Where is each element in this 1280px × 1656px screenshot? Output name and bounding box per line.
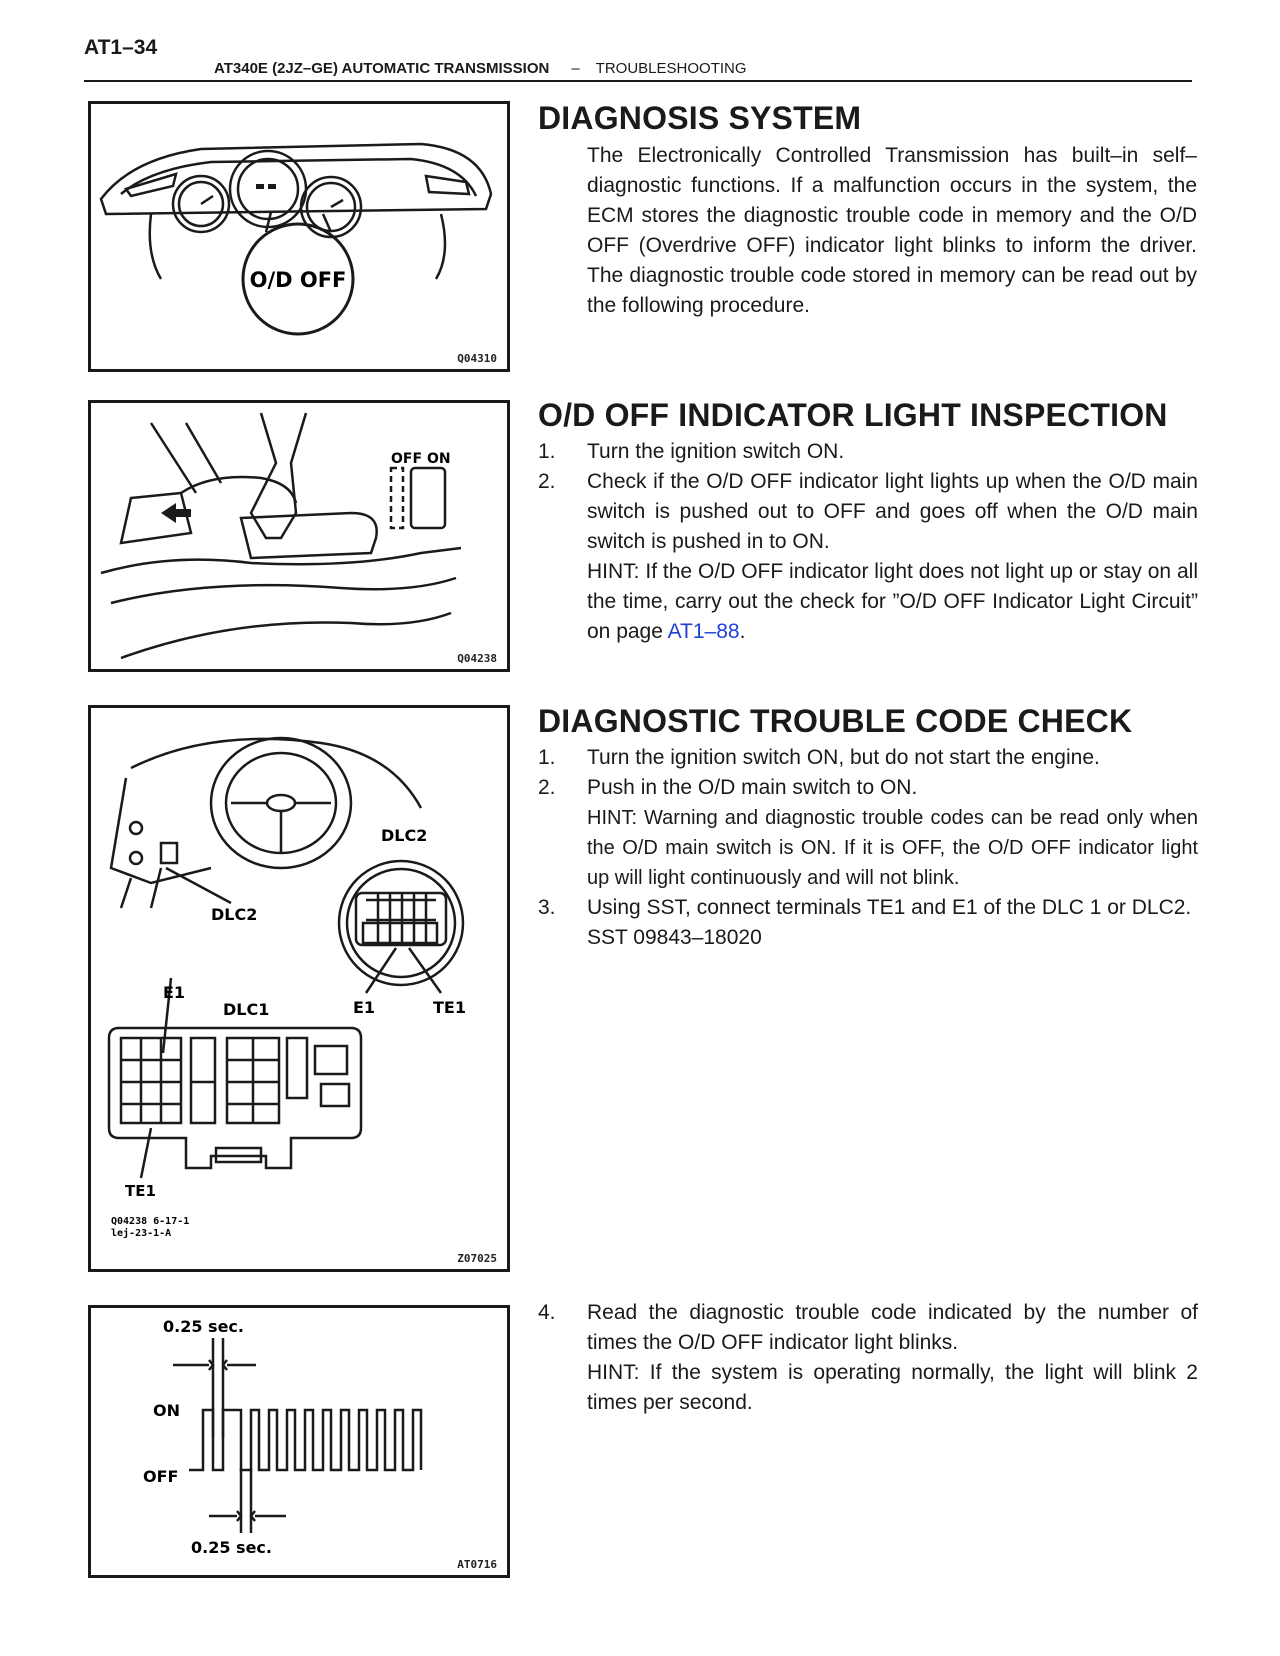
hint-end: . [739, 620, 746, 643]
step-number: 1. [538, 746, 556, 769]
e1-left-label: E1 [163, 983, 186, 1002]
sst-number: SST 09843–18020 [587, 926, 762, 949]
e1-label: E1 [353, 998, 376, 1017]
shifter-figure [88, 400, 510, 672]
blink-timing-illustration [91, 1308, 507, 1575]
reference-code-2: lej-23-1-A [111, 1228, 172, 1239]
dtc-steps [538, 743, 1198, 953]
step-text: Using SST, connect terminals TE1 and E1 of the DLC 1 or DLC2. [587, 896, 1192, 919]
step-text: Turn the ignition switch ON, but do not start the engine. [587, 746, 1100, 769]
list-item [538, 437, 1198, 467]
diagnosis-body: The Electronically Controlled Transmission has built–in self–diagnostic functions. If a malfunction occurs in the system, the ECM stores the diagnostic trouble code in memory and the O/D OFF (Overdrive OFF) indicator light blinks to inform the driver. The diagnostic trouble code stored in memory can be read out by the following procedure. [587, 144, 1197, 317]
off-label: OFF [391, 451, 423, 467]
on-label: ON [427, 451, 451, 467]
te1-bottom-label: TE1 [125, 1182, 156, 1200]
on-level-label: ON [153, 1401, 180, 1420]
step-text: Check if the O/D OFF indicator light lights up when the O/D main switch is pushed out to OFF and goes off when the O/D main switch is pushed in to ON. [587, 470, 1198, 553]
list-item [538, 467, 1198, 557]
header-rule [84, 80, 1192, 82]
list-item [538, 743, 1198, 773]
dlc2-label-top: DLC2 [381, 826, 428, 845]
figure-code: Z07025 [457, 1252, 497, 1265]
section-name: TROUBLESHOOTING [595, 60, 747, 77]
off-level-label: OFF [143, 1467, 179, 1486]
shifter-illustration [91, 403, 507, 669]
dtc-hint: HINT: Warning and diagnostic trouble codes can be read only when the O/D main switch is ON. If it is OFF, the O/D OFF indicator light up will light continuously and will not blink. [587, 807, 1198, 889]
running-header [214, 60, 747, 77]
header-separator: – [571, 60, 580, 77]
inspection-steps [538, 437, 1198, 647]
dlc-figure [88, 705, 510, 1272]
section-title-inspection: O/D OFF INDICATOR LIGHT INSPECTION [538, 397, 1168, 433]
step-text: Turn the ignition switch ON. [587, 440, 845, 463]
read-code-hint: HINT: If the system is operating normally, the light will blink 2 times per second. [587, 1361, 1198, 1414]
step-number: 1. [538, 440, 556, 463]
te1-label: TE1 [433, 998, 466, 1017]
step-number: 4. [538, 1301, 556, 1324]
section-title-diagnosis: DIAGNOSIS SYSTEM [538, 100, 862, 136]
page-number: AT1–34 [84, 36, 158, 59]
od-off-callout: O/D OFF [249, 268, 347, 292]
step-number: 2. [538, 470, 556, 493]
figure-code: AT0716 [457, 1558, 497, 1571]
top-interval-label: 0.25 sec. [163, 1317, 244, 1336]
step-text: Read the diagnostic trouble code indicated by the number of times the O/D OFF indicator light blinks. [587, 1301, 1198, 1354]
dlc-illustration [91, 708, 507, 1269]
page-link-at1-88[interactable]: AT1–88 [667, 620, 740, 643]
bottom-interval-label: 0.25 sec. [191, 1538, 272, 1557]
list-item [538, 1298, 1198, 1358]
list-item [538, 773, 1198, 803]
dashboard-figure [88, 101, 510, 372]
dlc1-label: DLC1 [223, 1000, 270, 1019]
section-title-dtc-check: DIAGNOSTIC TROUBLE CODE CHECK [538, 703, 1133, 739]
list-item [538, 893, 1198, 923]
figure-code: Q04310 [457, 352, 497, 365]
dlc2-label: DLC2 [211, 905, 258, 924]
figure-code: Q04238 [457, 652, 497, 665]
step-text: Push in the O/D main switch to ON. [587, 776, 918, 799]
manual-title: AT340E (2JZ–GE) AUTOMATIC TRANSMISSION [214, 60, 550, 77]
reference-code-1: Q04238 6-17-1 [111, 1216, 190, 1227]
inspection-hint [587, 557, 1198, 647]
step-number: 2. [538, 776, 556, 799]
hint-text: HINT: If the O/D OFF indicator light does not light up or stay on all the time, carry out the check for ”O/D OFF Indicator Light Circuit” on page [587, 560, 1198, 643]
step-number: 3. [538, 896, 556, 919]
read-code-steps [538, 1298, 1198, 1418]
dashboard-illustration [91, 104, 507, 369]
blink-timing-figure [88, 1305, 510, 1578]
